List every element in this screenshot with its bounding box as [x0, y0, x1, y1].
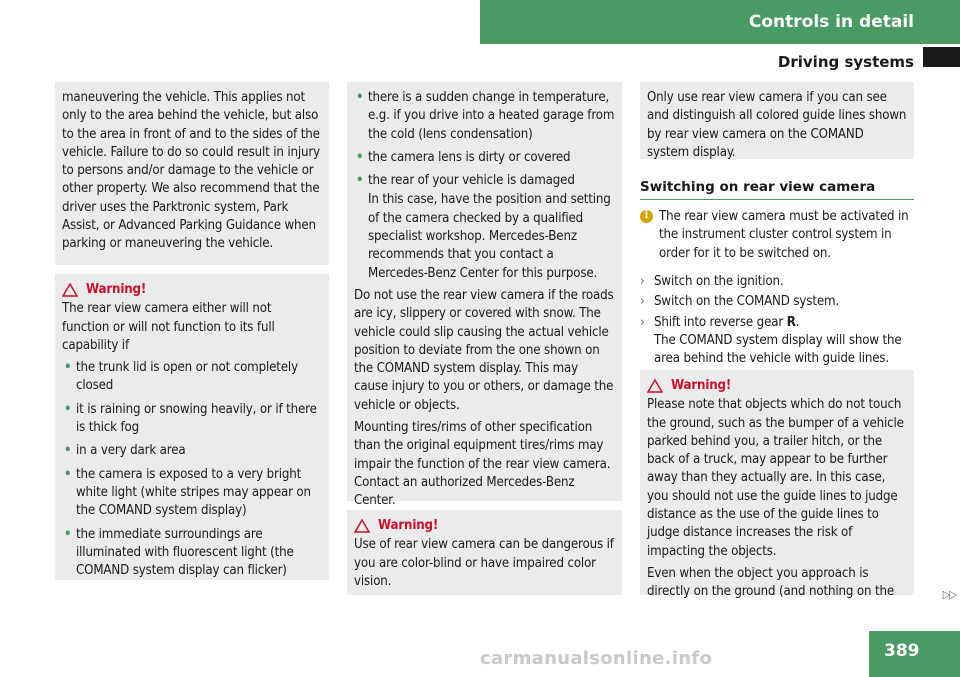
col1-caution-box — [55, 82, 329, 265]
list-item: • the camera is exposed to a very bright white light (white stripes may appear on the COMAND system display) — [64, 466, 311, 519]
bullet-dot-icon: • — [356, 173, 364, 189]
step-arrow-icon: › — [640, 274, 645, 289]
col1-caution-text: maneuvering the vehicle. This applies not only to the area behind the vehicle, but also to the area in front of and to the sides of the vehicle. Failure to do so could result in injury to persons and/or damage to the vehicle or other property. We also recommend that the driver uses the Parktronic system, Park Assist, or Advanced Parking Guidance when parking or maneuvering the vehicle. — [62, 90, 320, 252]
list-item: • the camera lens is dirty or covered — [354, 149, 615, 167]
warning-title: Warning! — [86, 282, 147, 297]
bullet-dot-icon: • — [356, 90, 364, 105]
bullet-dot-icon: • — [64, 526, 72, 542]
list-item: • the rear of your vehicle is damaged — [354, 172, 615, 190]
condition-list — [62, 359, 322, 580]
page-number: 389 — [884, 641, 920, 661]
continue-arrows-icon: ▷▷ — [942, 588, 956, 601]
step-comand: › Switch on the COMAND system. — [640, 293, 916, 311]
icy-roads-paragraph: Do not use the rear view camera if the roads are icy, slippery or covered with snow. The vehicle could slip causing the actual vehicle position to deviate from the one shown on the COMAND system display. This may cause injury to you or others, or damage the vehicle or objects. — [354, 287, 614, 413]
bullet-dot-icon: • — [64, 443, 72, 459]
step-result: The COMAND system display will show the area behind the vehicle with guide lines. — [654, 332, 902, 367]
ground-warning: Even when the object you approach is directly on the ground (and nothing on the — [647, 565, 894, 600]
col2-warning-continued-box — [347, 82, 622, 509]
warning-title: Warning! — [378, 518, 439, 533]
info-icon: i — [640, 210, 653, 223]
workshop-note: In this case, have the position and setting of the camera checked by a qualified specialist workshop. Mercedes-Benz recommends that you contact a Mercedes-Benz Center for this purpose. — [368, 192, 611, 281]
chapter-title: Controls in detail — [748, 12, 914, 32]
list-item: • in a very dark area — [62, 442, 322, 460]
section-title: Driving systems — [777, 53, 914, 71]
list-item: • it is raining or snowing heavily, or if there is thick fog — [64, 401, 317, 436]
info-text: The rear view camera must be activated in the instrument cluster control system in order for it to be switched on. — [659, 209, 909, 261]
section-marker — [923, 47, 960, 67]
warning-heading — [62, 281, 322, 299]
page-number-tab — [869, 631, 960, 677]
condition-list-continued — [354, 89, 615, 190]
warning-intro: The rear view camera either will not function or will not function to its full capability if — [62, 301, 275, 353]
gear-letter: R — [786, 314, 796, 330]
col2-warning-box — [347, 510, 622, 595]
warning-triangle-icon — [62, 283, 78, 297]
bullet-dot-icon: • — [64, 401, 72, 417]
objects-warning: Please note that objects which do not touch the ground, such as the bumper of a vehicle parked behind you, a trailer hitch, or the back of a truck, may appear to be further away than they actually are. In this case, you should not use the guide lines to judge distance as the use of the guide lines to judge distance increases the risk of impacting the objects. — [647, 397, 904, 559]
warning-heading — [354, 517, 615, 535]
step-ignition: › Switch on the ignition. — [640, 273, 916, 291]
warning-title: Warning! — [671, 378, 732, 393]
list-item: • the immediate surroundings are illuminated with fluorescent light (the COMAND system display can flicker) — [64, 526, 294, 579]
color-blind-warning: Use of rear view camera can be dangerous if you are color-blind or have impaired color vision. — [354, 537, 614, 589]
steps — [640, 273, 916, 370]
list-item: • there is a sudden change in temperature, e.g. if you drive into a heated garage from the cold (lens condensation) — [356, 90, 615, 142]
warning-heading — [647, 377, 907, 395]
col3-warning-box — [640, 370, 914, 600]
info-note — [640, 208, 916, 263]
watermark: carmanualsonline.info — [480, 648, 713, 669]
warning-triangle-icon — [354, 519, 370, 533]
bullet-dot-icon: • — [64, 466, 72, 482]
guide-lines-note: Only use rear view camera if you can see and distinguish all colored guide lines shown by rear view camera on the COMAND system display. — [647, 90, 907, 160]
col3-caution-box — [640, 82, 914, 159]
step-arrow-icon: › — [640, 314, 645, 330]
step-reverse: › Shift into reverse gear R. The COMAND system display will show the area behind the vehicle with guide lines. — [640, 314, 902, 367]
step-arrow-icon: › — [640, 294, 645, 310]
bullet-dot-icon: • — [356, 149, 364, 165]
section-heading: Switching on rear view camera — [640, 179, 914, 200]
list-item: • the trunk lid is open or not completely closed — [64, 360, 298, 394]
bullet-dot-icon: • — [64, 360, 72, 376]
tires-paragraph: Mounting tires/rims of other specification than the original equipment tires/rims may impair the function of the rear view camera. Contact an authorized Mercedes-Benz Center. — [354, 420, 611, 509]
col1-warning-box — [55, 274, 329, 580]
warning-triangle-icon — [647, 379, 663, 393]
chapter-banner — [480, 0, 960, 44]
